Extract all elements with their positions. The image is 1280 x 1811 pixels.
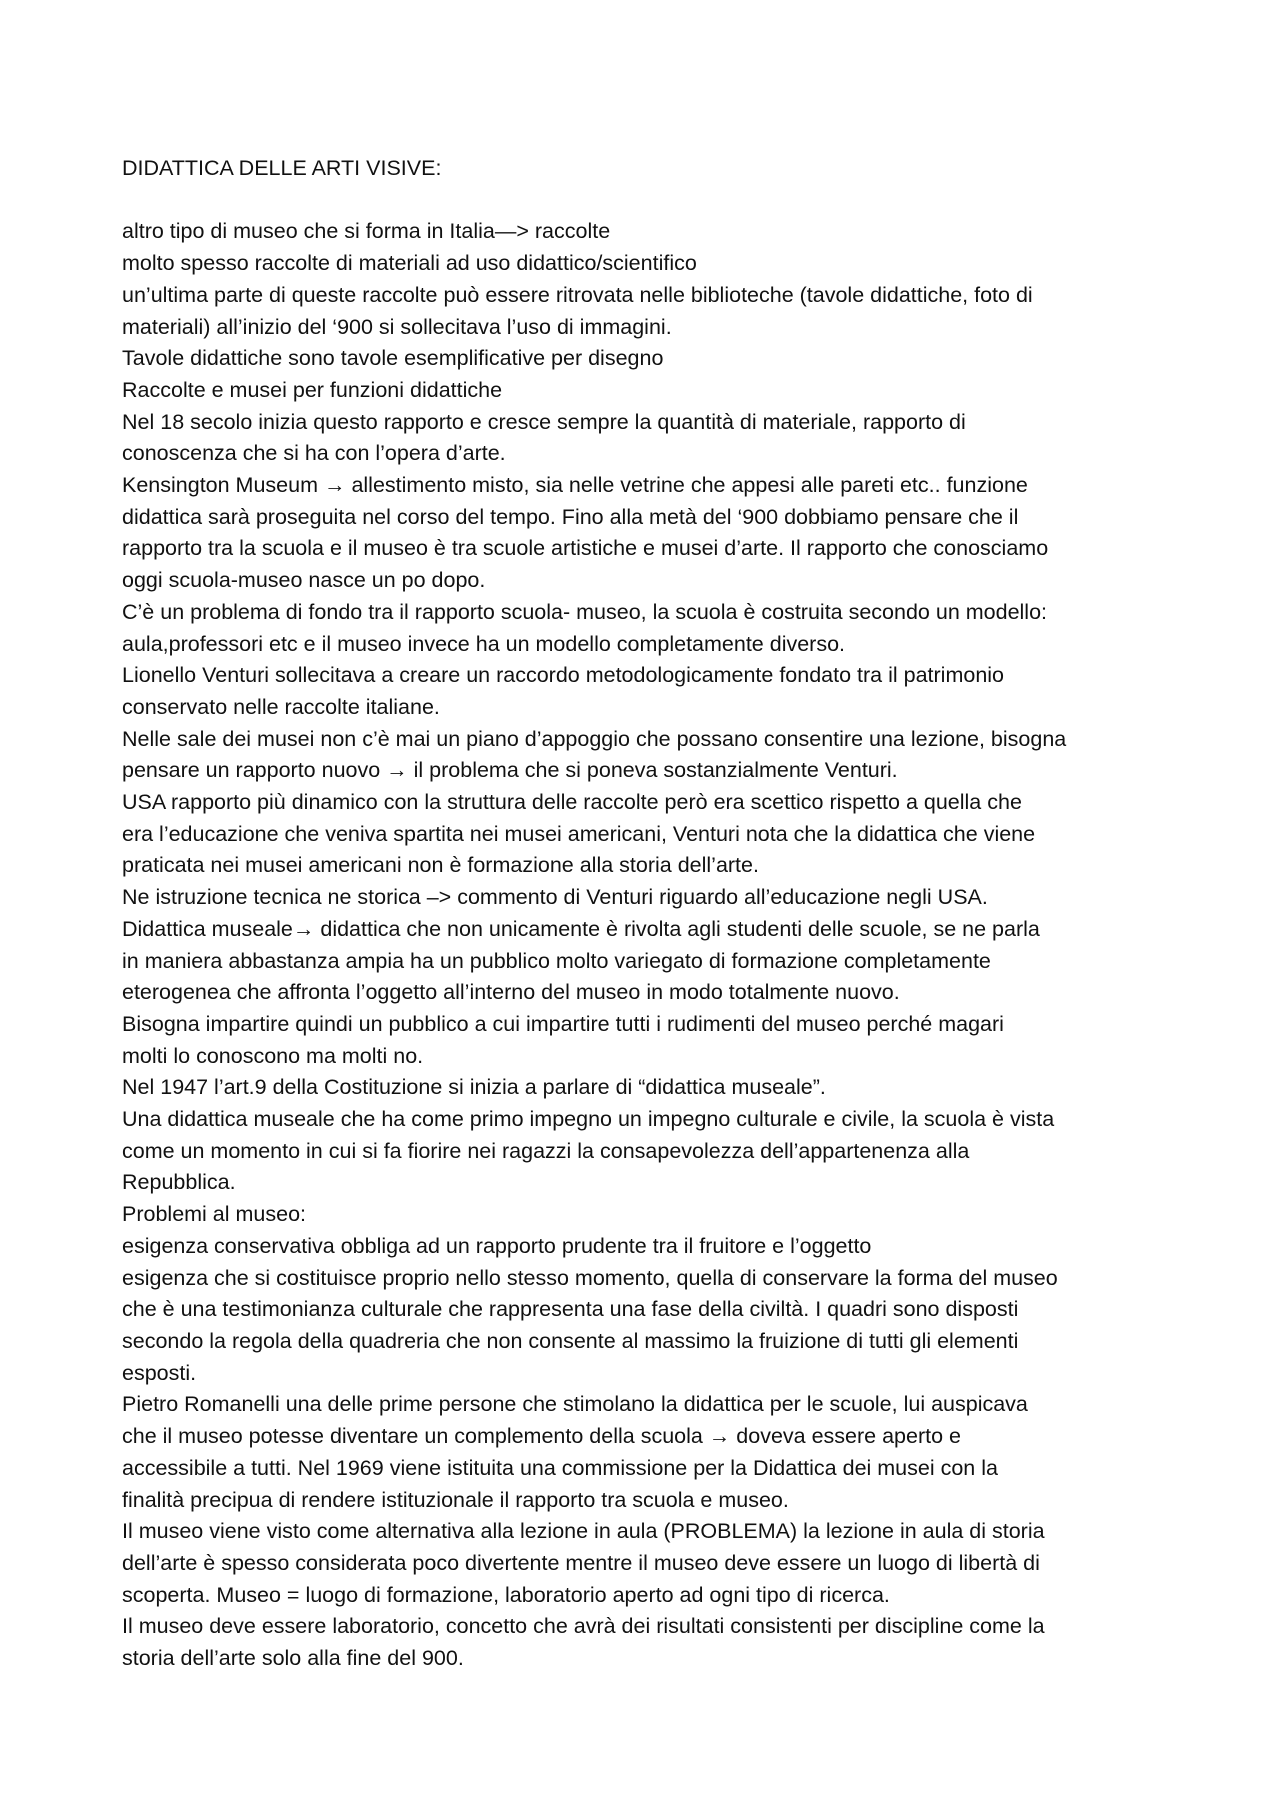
document-title: DIDATTICA DELLE ARTI VISIVE: — [122, 156, 442, 180]
text-line: conoscenza che si ha con l’opera d’arte. — [122, 441, 506, 466]
text-line: in maniera abbastanza ampia ha un pubblico molto variegato di formazione completamente — [122, 948, 991, 973]
text-line: Ne istruzione tecnica ne storica –> commento di Venturi riguardo all’educazione negli USA. — [122, 885, 988, 910]
text-line: rapporto tra la scuola e il museo è tra scuole artistiche e musei d’arte. Il rapporto che conosciamo — [122, 536, 1049, 561]
text-line: che il museo potesse diventare un complemento della scuola → doveva essere aperto e — [122, 1424, 961, 1449]
text-line: esigenza che si costituisce proprio nello stesso momento, quella di conservare la forma del museo — [122, 1265, 1058, 1290]
text-line: USA rapporto più dinamico con la struttura delle raccolte però era scettico rispetto a quella che — [122, 790, 1022, 815]
text-line: molto spesso raccolte di materiali ad uso didattico/scientifico — [122, 251, 697, 276]
text-line: finalità precipua di rendere istituzionale il rapporto tra scuola e museo. — [122, 1487, 789, 1512]
text-line: Pietro Romanelli una delle prime persone che stimolano la didattica per le scuole, lui auspicava — [122, 1392, 1028, 1417]
text-line: eterogenea che affronta l’oggetto all’interno del museo in modo totalmente nuovo. — [122, 980, 900, 1005]
text-line: C’è un problema di fondo tra il rapporto scuola- museo, la scuola è costruita secondo un modello: — [122, 599, 1048, 624]
text-line: storia dell’arte solo alla fine del 900. — [122, 1646, 464, 1671]
text-line: scoperta. Museo = luogo di formazione, laboratorio aperto ad ogni tipo di ricerca. — [122, 1582, 890, 1607]
text-line: conservato nelle raccolte italiane. — [122, 694, 440, 719]
text-line: Problemi al museo: — [122, 1202, 307, 1227]
text-line: materiali) all’inizio del ‘900 si sollecitava l’uso di immagini. — [122, 314, 672, 339]
text-line: esigenza conservativa obbliga ad un rapporto prudente tra il fruitore e l’oggetto — [122, 1233, 872, 1258]
text-line: Bisogna impartire quindi un pubblico a cui impartire tutti i rudimenti del museo perché magari — [122, 1011, 1004, 1036]
text-line: Kensington Museum → allestimento misto, sia nelle vetrine che appesi alle pareti etc.. funzione — [122, 473, 1028, 498]
text-line: Una didattica museale che ha come primo impegno un impegno culturale e civile, la scuola è vista — [122, 1107, 1055, 1132]
document-body — [122, 216, 1162, 1674]
text-line: come un momento in cui si fa fiorire nei ragazzi la consapevolezza dell’appartenenza alla — [122, 1138, 970, 1163]
text-line: Nel 1947 l’art.9 della Costituzione si inizia a parlare di “didattica museale”. — [122, 1075, 826, 1100]
text-line: pensare un rapporto nuovo → il problema che si poneva sostanzialmente Venturi. — [122, 758, 898, 783]
text-line: che è una testimonianza culturale che rappresenta una fase della civiltà. I quadri sono disposti — [122, 1297, 1019, 1322]
text-line: altro tipo di museo che si forma in Italia—> raccolte — [122, 219, 611, 244]
text-line: esposti. — [122, 1360, 197, 1385]
text-line: accessibile a tutti. Nel 1969 viene istituita una commissione per la Didattica dei musei con la — [122, 1455, 998, 1480]
text-line: aula,professori etc e il museo invece ha un modello completamente diverso. — [122, 631, 846, 656]
text-line: Tavole didattiche sono tavole esemplificative per disegno — [122, 346, 664, 371]
text-line: dell’arte è spesso considerata poco divertente mentre il museo deve essere un luogo di libertà di — [122, 1550, 1040, 1575]
text-line: secondo la regola della quadreria che non consente al massimo la fruizione di tutti gli elementi — [122, 1329, 1019, 1353]
text-line: oggi scuola-museo nasce un po dopo. — [122, 568, 486, 593]
text-line: Repubblica. — [122, 1170, 236, 1195]
text-line: Il museo viene visto come alternativa alla lezione in aula (PROBLEMA) la lezione in aula di storia — [122, 1519, 1045, 1544]
text-line: Raccolte e musei per funzioni didattiche — [122, 377, 503, 402]
text-line: era l’educazione che veniva spartita nei musei americani, Venturi nota che la didattica che viene — [122, 821, 1036, 846]
document-page — [122, 153, 1162, 1675]
text-line: un’ultima parte di queste raccolte può essere ritrovata nelle biblioteche (tavole didattiche, foto di — [122, 282, 1033, 307]
text-line: didattica sarà proseguita nel corso del tempo. Fino alla metà del ‘900 dobbiamo pensare che il — [122, 504, 1019, 529]
text-line: Nel 18 secolo inizia questo rapporto e cresce sempre la quantità di materiale, rapporto di — [122, 409, 966, 434]
text-line: praticata nei musei americani non è formazione alla storia dell’arte. — [122, 853, 759, 878]
text-line: Il museo deve essere laboratorio, concetto che avrà dei risultati consistenti per discipline come la — [122, 1614, 1045, 1639]
text-line: Didattica museale→ didattica che non unicamente è rivolta agli studenti delle scuole, se ne parla — [122, 916, 1040, 941]
text-line: Lionello Venturi sollecitava a creare un raccordo metodologicamente fondato tra il patrimonio — [122, 663, 1005, 688]
text-line: Nelle sale dei musei non c’è mai un piano d’appoggio che possano consentire una lezione, bisogna — [122, 726, 1067, 751]
text-line: molti lo conoscono ma molti no. — [122, 1043, 424, 1068]
